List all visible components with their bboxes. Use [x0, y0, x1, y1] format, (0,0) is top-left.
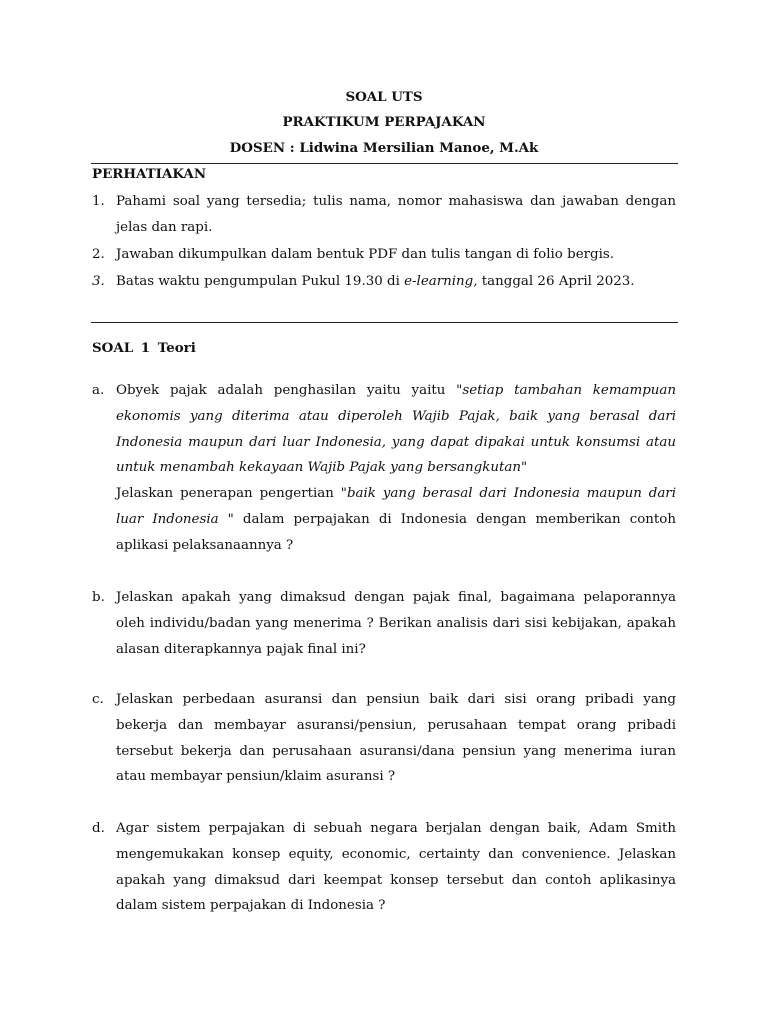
question-text: Jelaskan apakah yang dimaksud dengan pajak final, bagaimana pelaporannya oleh individu/badan yang menerima ? Berikan analisis dari sisi kebijakan, apakah alasan diterapkannya pajak final ini?: [116, 590, 676, 657]
question-quote: baik yang berasal dari Indonesia maupun dari luar Indonesia: [116, 486, 676, 527]
question-text: " dalam perpajakan di Indonesia dengan memberikan contoh aplikasi pelaksanaannya ?: [116, 511, 676, 553]
notice-number: 2.: [92, 247, 105, 262]
question-text: Obyek pajak adalah penghasilan yaitu yaitu ": [116, 383, 463, 398]
notice-text-part: Batas waktu pengumpulan Pukul 19.30 di: [116, 274, 405, 289]
question-label: c.: [92, 692, 104, 707]
notice-item: [92, 269, 676, 295]
notice-text-italic: e-learning,: [404, 274, 478, 289]
question-text: Agar sistem perpajakan di sebuah negara berjalan dengan baik, Adam Smith mengemukakan konsep equity, economic, certainty dan convenience. Jelaskan apakah yang dimaksud dari keempat konsep tersebut dan contoh aplikasinya dalam sistem perpajakan di Indonesia ?: [116, 821, 676, 914]
question-d: [92, 816, 676, 919]
doc-title: SOAL UTS: [345, 89, 423, 105]
question-paragraph: [116, 378, 676, 481]
notice-number: 3.: [92, 274, 105, 289]
question-label: a.: [92, 383, 105, 398]
notice-text: [116, 269, 676, 295]
question-label: b.: [92, 590, 105, 605]
question-a: [92, 378, 676, 559]
notice-item: [92, 242, 676, 268]
doc-lecturer: DOSEN : Lidwina Mersilian Manoe, M.Ak: [229, 140, 539, 156]
question-text: Jelaskan penerapan pengertian ": [116, 486, 347, 502]
question-body: [116, 378, 676, 559]
question-text: Jelaskan perbedaan asuransi dan pensiun baik dari sisi orang pribadi yang bekerja dan membayar asuransi/pensiun, perusahaan tempat orang pribadi tersebut bekerja dan perusahaan asuransi/dana pensiun yang menerima iuran atau membayar pensiun/klaim asuransi ?: [116, 692, 676, 785]
section-title: SOAL 1 Teori: [92, 340, 196, 356]
notice-list: [92, 189, 676, 295]
question-label: d.: [92, 821, 105, 836]
question-c: [92, 687, 676, 790]
divider-top: [91, 163, 678, 164]
notice-text: Jawaban dikumpulkan dalam bentuk PDF dan tulis tangan di folio bergis.: [116, 247, 614, 262]
question-quote: setiap tambahan kemampuan ekonomis yang diterima atau diperoleh Wajib Pajak, baik yang berasal dari Indonesia maupun dari luar Indonesia, yang dapat dipakai untuk konsumsi atau untuk menambah kekayaan Wajib Pajak yang bersangkutan: [116, 383, 676, 476]
notice-number: 1.: [92, 194, 105, 209]
divider-section: [91, 322, 678, 323]
question-text: ": [520, 460, 528, 476]
doc-subject: PRAKTIKUM PERPAJAKAN: [282, 114, 486, 130]
notice-title: PERHATIAKAN: [92, 166, 207, 182]
question-paragraph: [116, 481, 676, 558]
notice-text-part: tanggal 26 April 2023.: [477, 274, 635, 289]
notice-text: Pahami soal yang tersedia; tulis nama, nomor mahasiswa dan jawaban dengan jelas dan rapi.: [116, 194, 676, 235]
question-b: [92, 585, 676, 662]
notice-item: [92, 189, 676, 241]
